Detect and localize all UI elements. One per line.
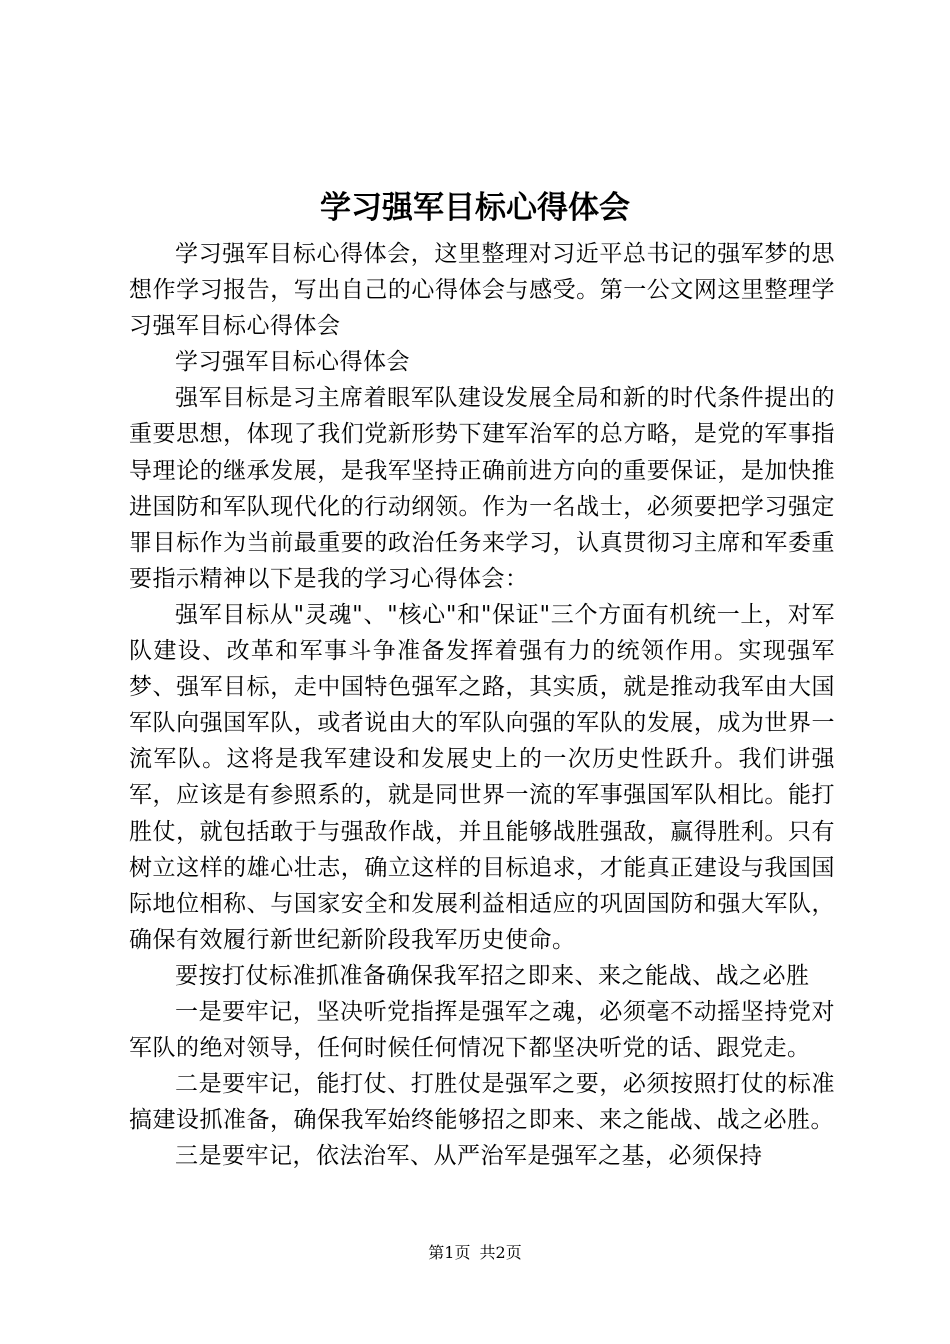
paragraph-point-two: 二是要牢记，能打仗、打胜仗是强军之要，必须按照打仗的标准搞建设抓准备，确保我军始终能够招之即来、来之能战、战之必胜。 <box>129 1071 835 1134</box>
paragraph-intro: 学习强军目标心得体会，这里整理对习近平总书记的强军梦的思想作学习报告，写出自己的心得体会与感受。第一公文网这里整理学习强军目标心得体会 <box>129 241 835 340</box>
document-title: 学习强军目标心得体会 <box>320 190 630 226</box>
page-number: 第1页 <box>428 1243 471 1262</box>
paragraph-subtitle: 学习强军目标心得体会 <box>175 349 410 376</box>
page-total: 共2页 <box>479 1243 522 1262</box>
paragraph-point-three: 三是要牢记，依法治军、从严治军是强军之基，必须保持 <box>175 1143 763 1170</box>
document-body <box>129 236 835 1174</box>
paragraph-strong-army-goal: 强军目标是习主席着眼军队建设发展全局和新的时代条件提出的重要思想，体现了我们党新形势下建军治军的总方略，是党的军事指导理论的继承发展，是我军坚持正确前进方向的重要保证，是加快推进国防和军队现代化的行动纲领。作为一名战士，必须要把学习强定罪目标作为当前最重要的政治任务来学习，认真贯彻习主席和军委重要指示精神以下是我的学习心得体会： <box>129 385 835 592</box>
paragraph-combat-readiness: 要按打仗标准抓准备确保我军招之即来、来之能战、战之必胜 <box>175 962 810 989</box>
page-footer <box>0 1242 950 1264</box>
paragraph-point-one: 一是要牢记，坚决听党指挥是强军之魂，必须毫不动摇坚持党对军队的绝对领导，任何时候任何情况下都坚决听党的话、跟党走。 <box>129 998 835 1062</box>
paragraph-soul-core-guarantee: 强军目标从"灵魂"、"核心"和"保证"三个方面有机统一上，对军队建设、改革和军事斗争准备发挥着强有力的统领作用。实现强军梦、强军目标，走中国特色强军之路，其实质，就是推动我军由大国军队向强国军队，或者说由大的军队向强的军队的发展，成为世界一流军队。这将是我军建设和发展史上的一次历史性跃升。我们讲强军，应该是有参照系的，就是同世界一流的军事强国军队相比。能打胜仗，就包括敢于与强敌作战，并且能够战胜强敌，赢得胜利。只有树立这样的雄心壮志，确立这样的目标追求，才能真正建设与我国国际地位相称、与国家安全和发展利益相适应的巩固国防和强大军队，确保有效履行新世纪新阶段我军历史使命。 <box>129 601 835 953</box>
